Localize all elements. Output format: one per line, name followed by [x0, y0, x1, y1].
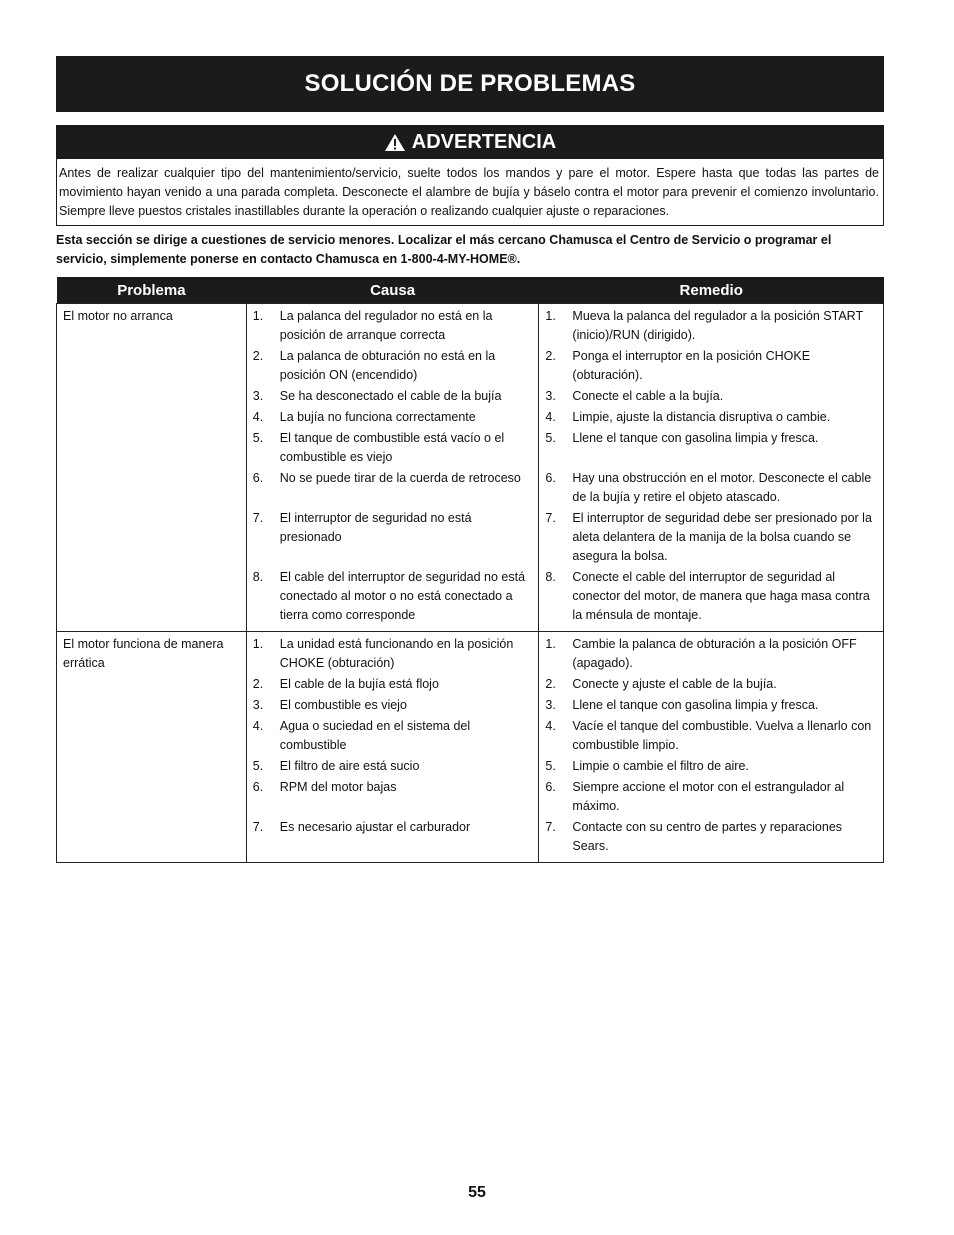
item-text: Vacíe el tanque del combustible. Vuelva a llenarlo con combustible limpio. — [572, 719, 872, 752]
remedy-item — [539, 635, 877, 673]
item-text: El cable del interruptor de seguridad no está conectado al motor o no está conectado a tierra como corresponde — [279, 570, 526, 622]
cause-item — [247, 509, 533, 566]
item-number: 2. — [252, 349, 264, 363]
item-number: 5. — [545, 759, 556, 773]
item-text: Conecte el cable a la bujía. — [572, 389, 724, 403]
table-row — [57, 304, 884, 632]
cause-item — [247, 387, 533, 406]
remedy-item — [539, 675, 877, 694]
page-number: 55 — [468, 1184, 486, 1201]
remedy-item — [539, 568, 877, 625]
item-text: El combustible es viejo — [279, 698, 407, 712]
item-number: 8. — [545, 570, 556, 584]
item-text: RPM del motor bajas — [279, 780, 397, 794]
item-text: La bujía no funciona correctamente — [279, 410, 476, 424]
remedy-item — [539, 307, 877, 345]
remedy-item — [539, 509, 877, 566]
item-number: 5. — [252, 431, 264, 445]
remedy-item — [539, 469, 877, 507]
item-number: 1. — [545, 637, 556, 651]
remedy-item — [539, 757, 877, 776]
item-text: El interruptor de seguridad debe ser presionado por la aleta delantera de la manija de la bolsa cuando se asegura la bolsa. — [572, 511, 872, 563]
warning-header — [57, 126, 883, 159]
troubleshooting-table — [56, 277, 884, 863]
problem-cell: El motor no arranca — [57, 304, 247, 632]
item-text: Cambie la palanca de obturación a la posición OFF (apagado). — [572, 637, 857, 670]
item-number: 7. — [545, 511, 556, 525]
item-number: 7. — [252, 820, 264, 834]
item-text: Conecte el cable del interruptor de seguridad al conector del motor, de manera que haga masa contra la ménsula de montaje. — [572, 570, 870, 622]
item-number: 2. — [545, 349, 556, 363]
cause-item — [247, 568, 533, 625]
item-number: 3. — [252, 389, 264, 403]
item-text: Agua o suciedad en el sistema del combustible — [279, 719, 471, 752]
intro-text: Esta sección se dirige a cuestiones de servicio menores. Localizar el más cercano Chamusca el Centro de Servicio o programar el servicio, simplemente ponerse en contacto Chamusca en 1-800-4-MY-HOME®. — [56, 233, 832, 266]
remedy-list — [539, 632, 883, 862]
item-text: Ponga el interruptor en la posición CHOKE (obturación). — [572, 349, 811, 382]
table-row — [57, 632, 884, 863]
item-text: Siempre accione el motor con el estrangulador al máximo. — [572, 780, 845, 813]
item-text: Limpie o cambie el filtro de aire. — [572, 759, 749, 773]
item-number: 6. — [252, 471, 264, 485]
item-text: Hay una obstrucción en el motor. Desconecte el cable de la bujía y retire el objeto atascado. — [572, 471, 872, 504]
item-number: 3. — [252, 698, 264, 712]
item-text: El cable de la bujía está flojo — [279, 677, 439, 691]
item-number: 1. — [252, 309, 264, 323]
header-cause: Causa — [246, 277, 539, 304]
item-text: Llene el tanque con gasolina limpia y fresca. — [572, 431, 819, 445]
remedy-item — [539, 778, 877, 816]
cause-item — [247, 757, 533, 776]
cause-item — [247, 307, 533, 345]
item-text: Limpie, ajuste la distancia disruptiva o cambie. — [572, 410, 831, 424]
item-text: Llene el tanque con gasolina limpia y fresca. — [572, 698, 819, 712]
item-text: La unidad está funcionando en la posición CHOKE (obturación) — [279, 637, 514, 670]
item-number: 7. — [545, 820, 556, 834]
header-problem: Problema — [57, 277, 247, 304]
remedy-item — [539, 818, 877, 856]
cause-list — [247, 304, 539, 631]
remedy-item — [539, 408, 877, 427]
remedy-cell — [539, 632, 884, 863]
item-text: El filtro de aire está sucio — [279, 759, 420, 773]
item-number: 3. — [545, 389, 556, 403]
item-number: 6. — [545, 471, 556, 485]
cause-item — [247, 717, 533, 755]
remedy-item — [539, 347, 877, 385]
item-text: Conecte y ajuste el cable de la bujía. — [572, 677, 777, 691]
item-text: Es necesario ajustar el carburador — [279, 820, 471, 834]
cause-list — [247, 632, 539, 862]
item-number: 7. — [252, 511, 264, 525]
cause-item — [247, 696, 533, 715]
page-title: SOLUCIÓN DE PROBLEMAS — [56, 56, 884, 112]
item-number: 8. — [252, 570, 264, 584]
remedy-item — [539, 717, 877, 755]
item-text: La palanca de obturación no está en la posición ON (encendido) — [279, 349, 496, 382]
item-number: 4. — [545, 719, 556, 733]
item-number: 4. — [252, 719, 264, 733]
item-text: Mueva la palanca del regulador a la posición START (inicio)/RUN (dirigido). — [572, 309, 863, 342]
item-number: 1. — [252, 637, 264, 651]
item-text: El interruptor de seguridad no está presionado — [279, 511, 472, 544]
table-body — [57, 304, 884, 863]
item-number: 2. — [545, 677, 556, 691]
item-number: 3. — [545, 698, 556, 712]
cause-item — [247, 469, 533, 507]
cause-item — [247, 635, 533, 673]
item-number: 5. — [252, 759, 264, 773]
item-number: 2. — [252, 677, 264, 691]
remedy-list — [539, 304, 883, 631]
warning-triangle-icon — [384, 133, 406, 152]
cause-item — [247, 429, 533, 467]
item-number: 4. — [252, 410, 264, 424]
item-number: 5. — [545, 431, 556, 445]
item-number: 1. — [545, 309, 556, 323]
remedy-item — [539, 387, 877, 406]
cause-item — [247, 408, 533, 427]
table-header-row — [57, 277, 884, 304]
header-remedy: Remedio — [539, 277, 884, 304]
problem-cell: El motor funciona de manera errática — [57, 632, 247, 863]
cause-cell — [246, 304, 539, 632]
item-number: 4. — [545, 410, 556, 424]
cause-item — [247, 778, 533, 816]
item-text: Se ha desconectado el cable de la bujía — [279, 389, 502, 403]
cause-item — [247, 818, 533, 856]
remedy-item — [539, 696, 877, 715]
item-text: El tanque de combustible está vacío o el combustible es viejo — [279, 431, 505, 464]
cause-item — [247, 347, 533, 385]
item-number: 6. — [545, 780, 556, 794]
warning-box — [56, 125, 884, 226]
item-number: 6. — [252, 780, 264, 794]
item-text: No se puede tirar de la cuerda de retroceso — [279, 471, 521, 485]
item-text: La palanca del regulador no está en la posición de arranque correcta — [279, 309, 493, 342]
warning-heading: ADVERTENCIA — [411, 131, 557, 153]
remedy-item — [539, 429, 877, 467]
cause-item — [247, 675, 533, 694]
remedy-cell — [539, 304, 884, 632]
item-text: Contacte con su centro de partes y reparaciones Sears. — [572, 820, 843, 853]
cause-cell — [246, 632, 539, 863]
warning-text: Antes de realizar cualquier tipo del mantenimiento/servicio, suelte todos los mandos y pare el motor. Espere hasta que todas las partes de movimiento hayan venido a una parada completa. Desconecte el alambre de bujía y báselo contra el motor para prevenir el comienzo involuntario. Siempre lleve puestos cristales inastillables durante la operación o realizando cualquier ajuste o reparaciones. — [59, 166, 879, 218]
